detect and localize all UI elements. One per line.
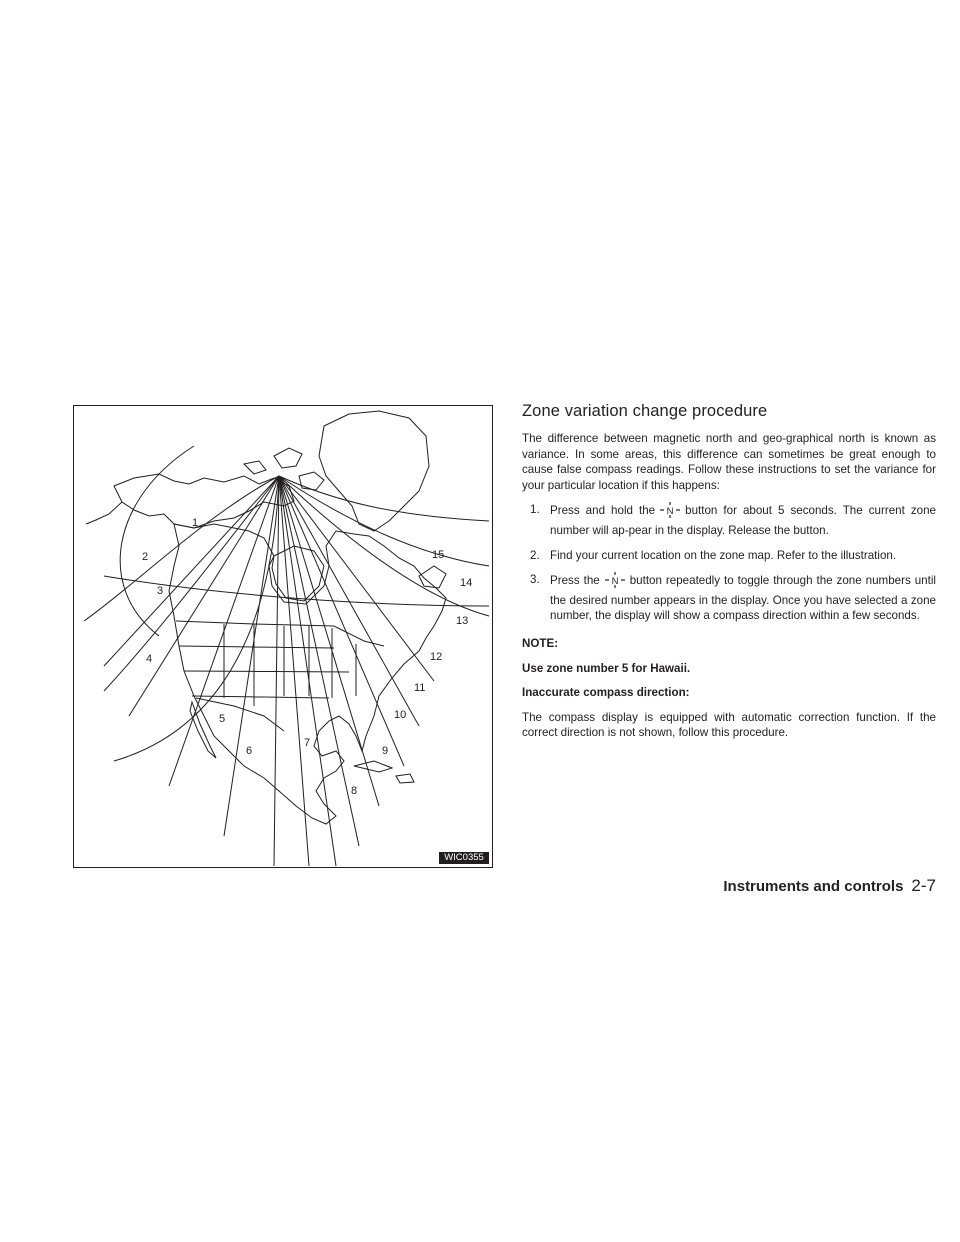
zone-label-2: 2: [142, 551, 149, 563]
zone-label-5: 5: [219, 713, 226, 725]
figure-code: WIC0355: [439, 852, 489, 864]
step-3: [522, 572, 936, 624]
step-text-before: Press and hold the: [550, 504, 656, 518]
step-text-after: button for about 5 seconds. The current zone number will ap-pear in the display. Release the button.: [550, 504, 936, 537]
step-1: [522, 502, 936, 538]
page-footer: [600, 876, 936, 896]
arctic-island-3: [244, 461, 266, 474]
zone-map-figure: [73, 405, 493, 868]
svg-text:N: N: [611, 576, 619, 588]
compass-n-icon: [604, 572, 626, 593]
arctic-island-2: [299, 472, 324, 490]
step-text-after: button repeatedly to toggle through the zone numbers until the desired number appears in the display. Once you have selected a zone number, the display will show a compass direction within a few seconds.: [550, 574, 936, 623]
compass-n-icon: [659, 502, 681, 523]
zone-label-10: 10: [394, 709, 407, 721]
page-number: 2-7: [911, 876, 936, 895]
inaccurate-text: The compass display is equipped with automatic correction function. If the correct direction is not shown, follow this procedure.: [522, 710, 936, 740]
step-2: [522, 548, 936, 564]
arctic-island-1: [274, 448, 302, 468]
text-column: [522, 402, 936, 750]
intro-paragraph: The difference between magnetic north and geo-graphical north is known as variance. In some areas, this difference can sometimes be great enough to cause false compass readings. Follow these instructions to set the variance for your particular location if this happens:: [522, 432, 936, 492]
zone-label-6: 6: [246, 745, 253, 757]
zone-label-11: 11: [414, 682, 426, 694]
zone-label-4: 4: [146, 653, 153, 665]
zone-label-9: 9: [382, 745, 389, 757]
zone-label-8: 8: [351, 785, 358, 797]
step-text-before: Press the: [550, 574, 600, 588]
step-number: 3.: [530, 573, 540, 587]
step-number: 2.: [530, 548, 540, 562]
alaska-peninsula: [86, 502, 122, 524]
zone-label-13: 13: [456, 615, 469, 627]
alaska-outline: [114, 474, 294, 528]
note-text: Use zone number 5 for Hawaii.: [522, 661, 691, 675]
zone-label-15: 15: [432, 549, 445, 561]
svg-text:N: N: [666, 506, 674, 518]
greenland-outline: [319, 411, 429, 531]
zone-label-12: 12: [430, 651, 443, 663]
hispaniola: [396, 774, 414, 783]
inaccurate-heading: Inaccurate compass direction:: [522, 686, 690, 700]
zone-label-1: 1: [192, 517, 199, 529]
zone-map-drawing: [74, 406, 493, 868]
procedure-steps: [522, 502, 936, 624]
zone-label-3: 3: [157, 585, 164, 597]
section-title: Zone variation change procedure: [522, 402, 768, 420]
step-number: 1.: [530, 503, 540, 517]
zone-label-7: 7: [304, 737, 311, 749]
state-grid: [179, 624, 356, 706]
note-heading: NOTE:: [522, 636, 559, 650]
step-text: Find your current location on the zone map. Refer to the illustration.: [550, 548, 897, 562]
hudson-bay: [272, 546, 324, 601]
baja-california: [190, 702, 216, 758]
footer-section-title: Instruments and controls: [723, 878, 904, 895]
cuba: [354, 761, 392, 772]
us-canada-border: [176, 621, 384, 646]
zone-label-14: 14: [460, 577, 473, 589]
